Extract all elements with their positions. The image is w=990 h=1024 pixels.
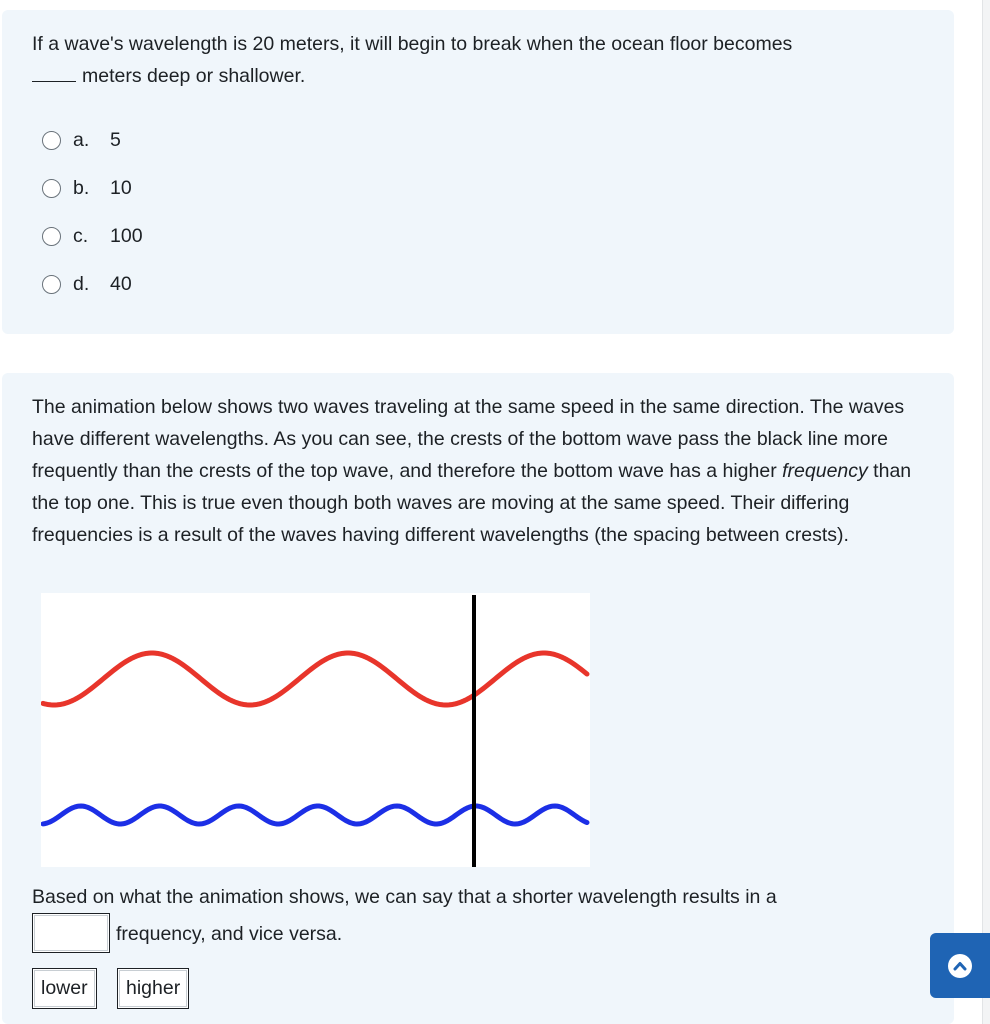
question-1-text (32, 28, 932, 92)
paragraph-part-1: The animation below shows two waves traveling at the same speed in the same direction. The waves have different wavelengths. As you can see, the crests of the bottom wave pass the black line more frequently than the crests of the top wave, and therefore the bottom wave has a higher (32, 396, 905, 482)
option-d[interactable] (42, 269, 132, 299)
radio-button-c[interactable] (42, 227, 61, 246)
question-card-1 (2, 10, 954, 334)
option-b-value: 10 (110, 176, 132, 199)
chevron-up-glyph (953, 959, 967, 973)
question-1-line-2 (32, 60, 932, 92)
question-1-line-2-text: meters deep or shallower. (82, 65, 306, 87)
option-c[interactable] (42, 221, 143, 251)
radio-button-a[interactable] (42, 131, 61, 150)
top-wave (43, 653, 587, 705)
paragraph-part-2: than the top one. This is true even though both waves are moving at the same speed. Their differing frequencies is a result of the waves having different wavelengths (the spacing between crests). (32, 460, 912, 546)
chevron-up-icon (948, 954, 972, 978)
scrollbar-track[interactable] (982, 0, 990, 1024)
option-c-letter: c. (73, 224, 89, 247)
option-b-letter: b. (73, 176, 90, 199)
answer-blank (32, 62, 76, 82)
radio-button-b[interactable] (42, 179, 61, 198)
choice-higher[interactable]: higher (117, 968, 189, 1009)
question-card-2 (2, 373, 954, 1024)
option-a-value: 5 (110, 128, 121, 151)
option-a-letter: a. (73, 128, 90, 151)
wave-animation (41, 593, 590, 867)
option-d-value: 40 (110, 272, 132, 295)
drop-zone[interactable] (32, 913, 110, 953)
option-a[interactable] (42, 125, 121, 155)
fill-sentence-line-2: frequency, and vice versa. (116, 923, 343, 945)
option-b[interactable] (42, 173, 132, 203)
paragraph-emphasis: frequency (782, 460, 868, 482)
option-c-value: 100 (110, 224, 143, 247)
bottom-wave (43, 806, 587, 824)
wave-explanation-paragraph (32, 391, 932, 551)
choice-lower[interactable]: lower (32, 968, 97, 1009)
option-d-letter: d. (73, 272, 90, 295)
fill-sentence-line-1: Based on what the animation shows, we can say that a shorter wavelength results in a (32, 886, 777, 908)
radio-button-d[interactable] (42, 275, 61, 294)
question-1-line-1: If a wave's wavelength is 20 meters, it will begin to break when the ocean floor becomes (32, 33, 793, 55)
navigation-button[interactable] (930, 933, 990, 998)
